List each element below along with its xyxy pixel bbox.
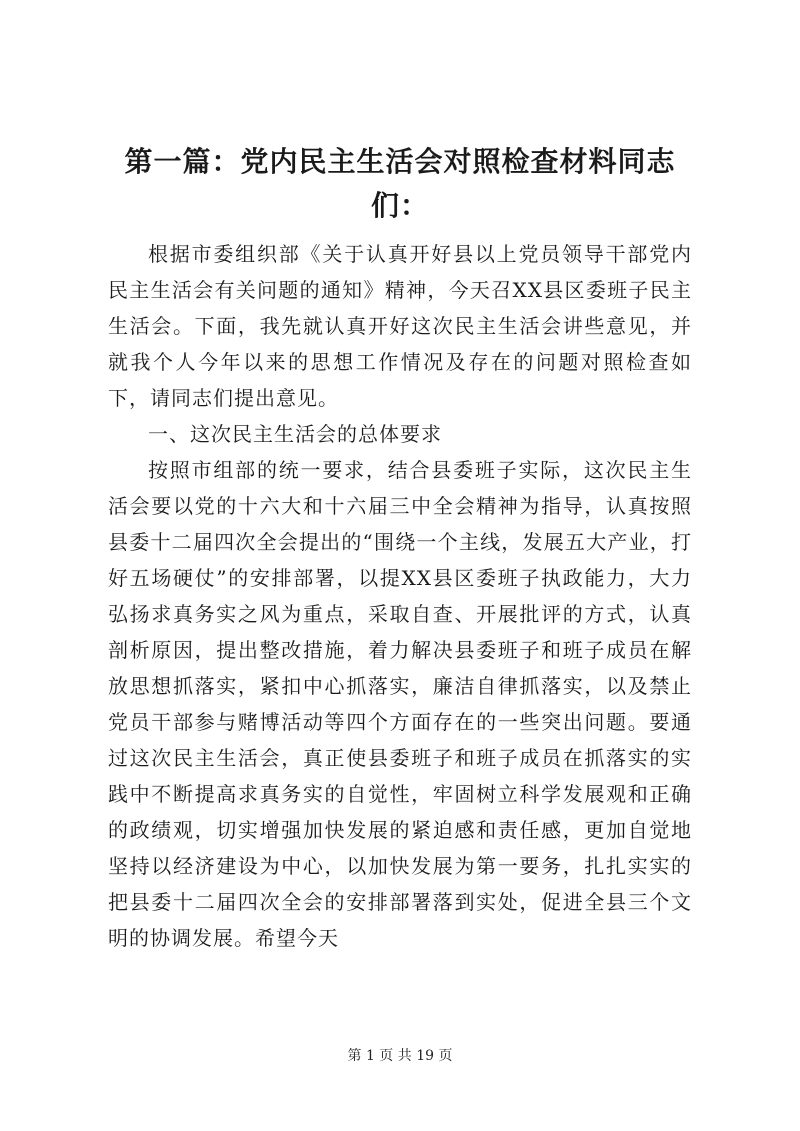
title-line-1: 第一篇：党内民主生活会对照检查材料同志	[124, 145, 676, 178]
document-title	[100, 140, 700, 228]
document-body	[108, 236, 692, 956]
paragraph-requirements: 按照市组部的统一要求，结合县委班子实际，这次民主生活会要以党的十六大和十六届三中全会精神为指导，认真按照县委十二届四次全会提出的“围绕一个主线，发展五大产业，打好五场硬仗”的安排部署，以提XX县区委班子执政能力，大力弘扬求真务实之风为重点，采取自查、开展批评的方式，认真剖析原因，提出整改措施，着力解决县委班子和班子成员在解放思想抓落实，紧扣中心抓落实，廉洁自律抓落实，以及禁止党员干部参与赌博活动等四个方面存在的一些突出问题。要通过这次民主生活会，真正使县委班子和班子成员在抓落实的实践中不断提高求真务实的自觉性，牢固树立科学发展观和正确的政绩观，切实增强加快发展的紧迫感和责任感，更加自觉地坚持以经济建设为中心，以加快发展为第一要务，扎扎实实的把县委十二届四次全会的安排部署落到实处，促进全县三个文明的协调发展。希望今天	[108, 458, 692, 950]
title-line-2: 们：	[370, 189, 429, 222]
section-heading: 一、这次民主生活会的总体要求	[148, 422, 442, 446]
page-footer: 第 1 页 共 19 页	[347, 1048, 453, 1064]
paragraph-intro: 根据市委组织部《关于认真开好县以上党员领导干部党内民主生活会有关问题的通知》精神，今天召XX县区委班子民主生活会。下面，我先就认真开好这次民主生活会讲些意见，并就我个人今年以来的思想工作情况及存在的问题对照检查如下，请同志们提出意见。	[108, 242, 692, 410]
